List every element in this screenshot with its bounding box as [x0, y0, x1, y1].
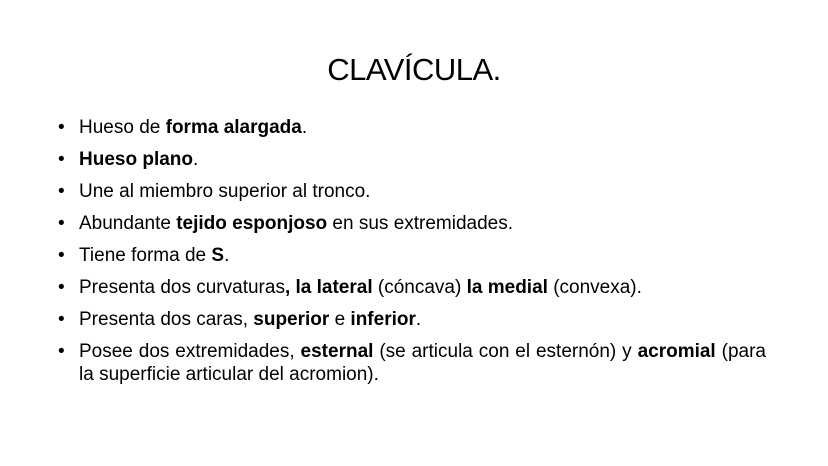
bullet-item [58, 180, 766, 203]
bullet-text: (cóncava) [372, 277, 467, 298]
bullet-text: Abundante [79, 213, 177, 234]
bullet-text: . [415, 309, 422, 330]
bullet-item [58, 244, 766, 267]
bold-text: , la lateral [284, 277, 373, 298]
bullet-item [58, 276, 766, 299]
bullet-text: en sus extremidades. [327, 213, 514, 234]
bullet-item [58, 212, 766, 235]
bullet-item [58, 340, 766, 386]
bullet-text: (se articula con el esternón) y [373, 341, 638, 362]
bullet-text: . [193, 149, 199, 170]
bold-text: tejido esponjoso [176, 213, 328, 234]
bullet-text: e [329, 309, 351, 330]
bullet-item [58, 116, 766, 139]
bullet-text: (convexa). [547, 277, 642, 298]
bullet-text: Posee dos extremidades, [79, 341, 301, 362]
bullet-text: Hueso de [79, 117, 166, 138]
slide-title: CLAVÍCULA. [327, 52, 501, 87]
bold-text: forma alargada [165, 117, 302, 138]
bullet-text: Une al miembro superior al tronco. [79, 181, 371, 202]
bullet-text: (para la superficie articular del acromion). [79, 341, 766, 385]
bold-text: Hueso plano [79, 149, 194, 170]
bullet-text: . [224, 245, 230, 266]
bold-text: esternal [300, 341, 374, 362]
bullet-text: Presenta dos caras, [79, 309, 254, 330]
bullet-item [58, 148, 766, 171]
bold-text: acromial [637, 341, 716, 362]
bold-text: inferior [350, 309, 416, 330]
bold-text: la medial [466, 277, 548, 298]
bullet-text: Tiene forma de [79, 245, 212, 266]
bullet-list [58, 116, 766, 395]
bullet-text: Presenta dos curvaturas [79, 277, 285, 298]
bold-text: S [211, 245, 225, 266]
bold-text: superior [253, 309, 330, 330]
bullet-item [58, 308, 766, 331]
bullet-text: . [301, 117, 308, 138]
